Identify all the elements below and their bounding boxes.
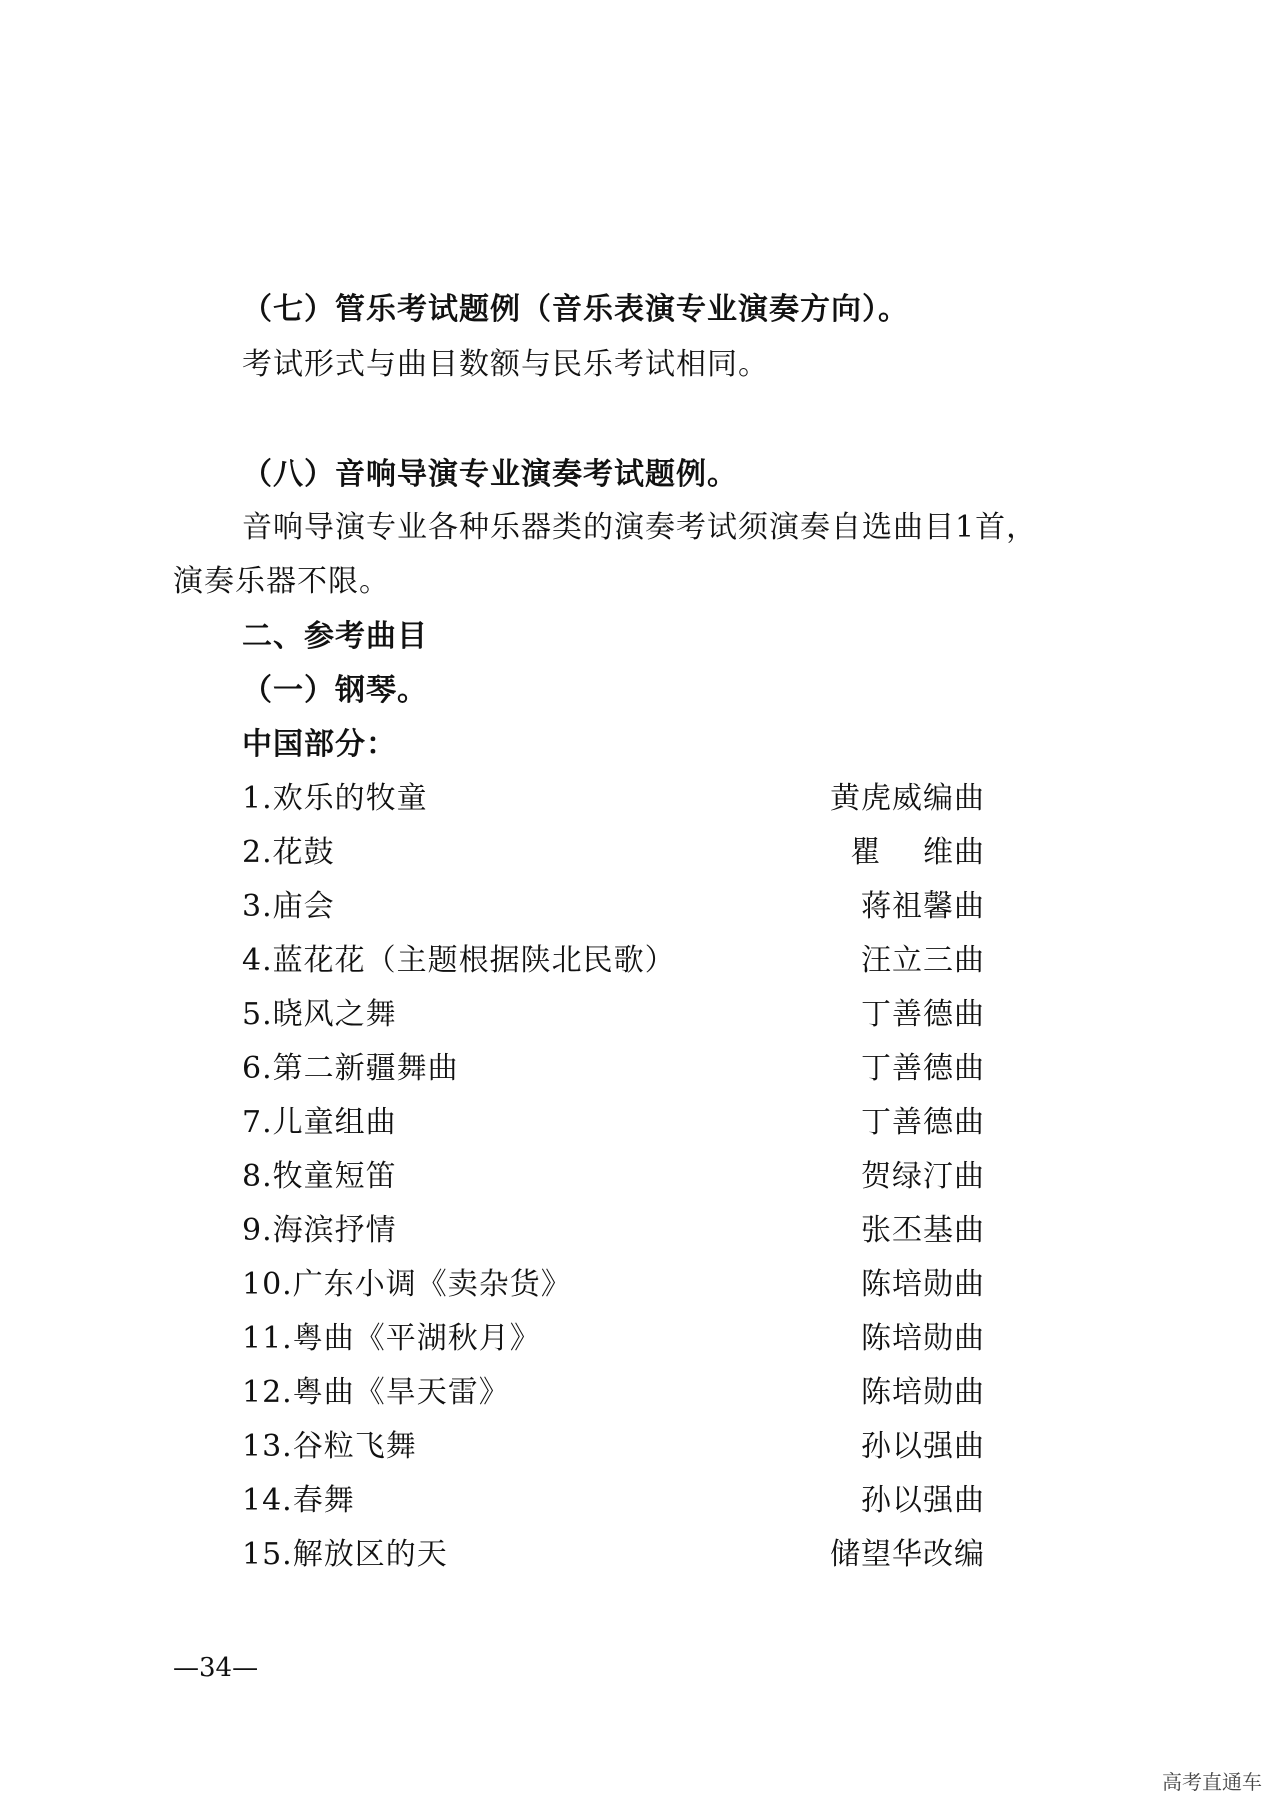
song-composer: 瞿 维曲 xyxy=(850,835,985,870)
song-title: 3.庙会 xyxy=(242,889,335,924)
song-composer: 陈培勋曲 xyxy=(861,1321,985,1356)
part-2-heading: 二、参考曲目 xyxy=(242,619,428,654)
song-title: 8.牧童短笛 xyxy=(242,1159,397,1194)
song-composer: 丁善德曲 xyxy=(861,997,985,1032)
section-8-heading: （八）音响导演专业演奏考试题例。 xyxy=(242,457,738,492)
watermark: 高考直通车 xyxy=(1162,1770,1262,1794)
song-title: 2.花鼓 xyxy=(242,835,335,870)
song-title: 7.儿童组曲 xyxy=(242,1105,397,1140)
piano-heading: （一）钢琴。 xyxy=(242,673,428,708)
song-title: 1.欢乐的牧童 xyxy=(242,781,428,816)
china-section-heading: 中国部分： xyxy=(242,727,397,762)
song-title: 14.春舞 xyxy=(242,1483,355,1518)
song-title: 12.粤曲《旱天雷》 xyxy=(242,1375,510,1410)
song-composer: 储望华改编 xyxy=(830,1537,985,1572)
song-composer: 孙以强曲 xyxy=(861,1483,985,1518)
song-composer: 丁善德曲 xyxy=(861,1051,985,1086)
song-composer: 贺绿汀曲 xyxy=(861,1159,985,1194)
song-title: 13.谷粒飞舞 xyxy=(242,1429,417,1464)
section-7-heading: （七）管乐考试题例（音乐表演专业演奏方向）。 xyxy=(242,292,909,327)
section-8-body-line-1: 音响导演专业各种乐器类的演奏考试须演奏自选曲目1首， xyxy=(242,510,1038,545)
song-title: 6.第二新疆舞曲 xyxy=(242,1051,459,1086)
song-title: 4.蓝花花（主题根据陕北民歌） xyxy=(242,943,676,978)
song-composer: 陈培勋曲 xyxy=(861,1267,985,1302)
page-number: —34— xyxy=(173,1653,259,1683)
song-composer: 黄虎威编曲 xyxy=(830,781,985,816)
song-composer: 张丕基曲 xyxy=(861,1213,985,1248)
song-title: 15.解放区的天 xyxy=(242,1537,448,1572)
song-composer: 孙以强曲 xyxy=(861,1429,985,1464)
song-title: 11.粤曲《平湖秋月》 xyxy=(242,1321,541,1356)
song-composer: 蒋祖馨曲 xyxy=(861,889,985,924)
song-title: 10.广东小调《卖杂货》 xyxy=(242,1267,572,1302)
section-8-body-line-2: 演奏乐器不限。 xyxy=(173,564,390,599)
song-composer: 汪立三曲 xyxy=(861,943,985,978)
song-composer: 丁善德曲 xyxy=(861,1105,985,1140)
song-title: 5.晓风之舞 xyxy=(242,997,397,1032)
section-7-body: 考试形式与曲目数额与民乐考试相同。 xyxy=(242,347,769,382)
song-composer: 陈培勋曲 xyxy=(861,1375,985,1410)
song-title: 9.海滨抒情 xyxy=(242,1213,397,1248)
